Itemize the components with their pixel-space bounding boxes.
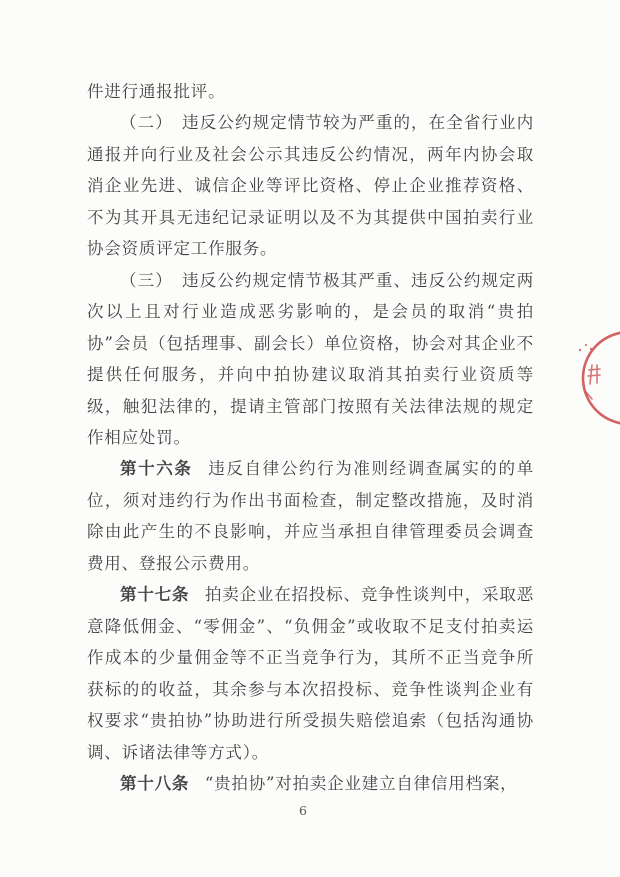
clause-3-paragraph xyxy=(87,265,534,454)
paragraph-text: “贵拍协”对拍卖企业建立自律信用档案， xyxy=(204,773,518,793)
article-17-paragraph xyxy=(87,579,534,768)
article-18-heading: 第十八条 xyxy=(120,773,190,793)
article-16-paragraph xyxy=(87,453,534,579)
article-16-heading: 第十六条 xyxy=(120,459,193,479)
article-18-paragraph xyxy=(87,768,534,799)
paragraph-text: （三） 违反公约规定情节极其严重、违反公约规定两次以上且对行业造成恶劣影响的，是会员的取消“贵拍协”会员（包括理事、副会长）单位资格，协会对其企业不提供任何服务，并向中拍协建议取消其拍卖行业资质等级，触犯法律的，提请主管部门按照有关法律法规的规定作相应处罚。 xyxy=(87,270,534,447)
paragraph-text: （二） 违反公约规定情节较为严重的，在全省行业内通报并向行业及社会公示其违反公约情况，两年内协会取消企业先进、诚信企业等评比资格、停止企业推荐资格、不为其开具无违纪记录证明以及不为其提供中国拍卖行业协会资质评定工作服务。 xyxy=(87,113,534,259)
document-body xyxy=(87,76,534,799)
page-number: 6 xyxy=(299,803,307,818)
red-seal-stamp-fragment-icon xyxy=(570,325,620,435)
clause-2-paragraph xyxy=(87,107,534,264)
article-17-heading: 第十七条 xyxy=(120,585,190,605)
paragraph-text: 件进行通报批评。 xyxy=(87,82,226,101)
paragraph-text: 违反自律公约行为准则经调查属实的的单位，须对违约行为作出书面检查，制定整改措施，及时消除由此产生的不良影响，并应当承担自律管理委员会调查费用、登报公示费用。 xyxy=(87,459,534,573)
paragraph-continuation xyxy=(87,76,534,107)
paragraph-text: 拍卖企业在招投标、竞争性谈判中，采取恶意降低佣金、“零佣金”、“负佣金”或收取不足支付拍卖运作成本的少量佣金等不正当竞争行为，其所不正当竞争所获标的的收益，其余参与本次招投标、竞争性谈判企业有权要求“贵拍协”协助进行所受损失赔偿追索（包括沟通协调、诉诸法律等方式）。 xyxy=(87,585,534,762)
